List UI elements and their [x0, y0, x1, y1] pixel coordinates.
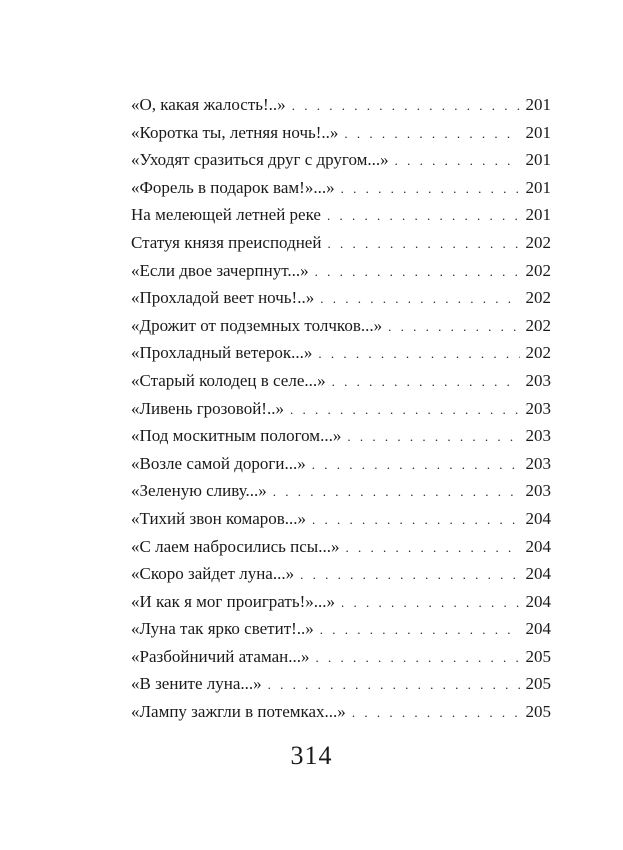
toc-entry — [131, 146, 551, 174]
toc-entry-title: «С лаем набросились псы...» — [131, 536, 340, 556]
toc-entry-page: 204 — [525, 564, 551, 584]
toc-entry-title: «И как я мог проиграть!»...» — [131, 591, 335, 611]
dot-leader — [341, 175, 520, 203]
toc-entry — [131, 91, 551, 119]
toc-entry-title: «Форель в подарок вам!»...» — [131, 177, 335, 197]
toc-entry-title: «Возле самой дороги...» — [131, 453, 306, 473]
dot-leader — [327, 230, 519, 258]
toc-entry-page: 205 — [525, 702, 551, 722]
toc-entry-title: «Если двое зачерпнут...» — [131, 260, 309, 280]
toc-entry-title: «Тихий звон комаров...» — [131, 508, 307, 528]
toc-entry — [131, 533, 551, 561]
page-number: 314 — [290, 741, 333, 770]
toc-entry-page: 201 — [525, 205, 551, 225]
toc-entry-page: 202 — [525, 232, 551, 252]
toc-entry — [131, 422, 551, 450]
toc-entry — [131, 119, 551, 147]
toc-entry-title: «Ливень грозовой!..» — [131, 398, 284, 418]
toc-entry-title: «Прохладой веет ночь!..» — [131, 288, 315, 308]
dot-leader — [347, 423, 519, 451]
dot-leader — [312, 506, 519, 534]
toc-entry-page: 204 — [525, 591, 551, 611]
toc-entry-page: 202 — [525, 343, 551, 363]
toc-entry — [131, 367, 551, 395]
toc-entry-page: 201 — [525, 122, 551, 142]
toc-entry-title: «Скоро зайдет луна...» — [131, 564, 295, 584]
toc-entry-title: «Зеленую сливу...» — [131, 481, 267, 501]
toc-entry — [131, 201, 551, 229]
toc-entry — [131, 615, 551, 643]
toc-entry-page: 205 — [525, 674, 551, 694]
dot-leader — [344, 120, 519, 148]
toc-entry — [131, 588, 551, 616]
toc-entry-page: 204 — [525, 536, 551, 556]
toc-entry-title: «Под москитным пологом...» — [131, 426, 342, 446]
toc-entry — [131, 450, 551, 478]
dot-leader — [312, 451, 520, 479]
toc-entry-page: 203 — [525, 481, 551, 501]
dot-leader — [320, 616, 520, 644]
dot-leader — [315, 258, 520, 286]
dot-leader — [395, 147, 520, 175]
dot-leader — [345, 534, 519, 562]
dot-leader — [327, 202, 520, 230]
toc-entry-title: «Разбойничий атаман...» — [131, 646, 310, 666]
dot-leader — [300, 561, 519, 589]
toc-entry-page: 204 — [525, 619, 551, 639]
toc-entry — [131, 477, 551, 505]
dot-leader — [320, 285, 519, 313]
toc-entry — [131, 284, 551, 312]
toc-entry — [131, 670, 551, 698]
dot-leader — [290, 396, 520, 424]
toc-entry — [131, 174, 551, 202]
toc-entry-title: «Коротка ты, летняя ночь!..» — [131, 122, 339, 142]
dot-leader — [352, 699, 520, 727]
toc-entry-page: 201 — [525, 150, 551, 170]
toc-entry-page: 203 — [525, 453, 551, 473]
toc-entry-title: Статуя князя преисподней — [131, 232, 322, 252]
dot-leader — [341, 589, 520, 617]
dot-leader — [315, 644, 519, 672]
toc-entry-page: 202 — [525, 315, 551, 335]
dot-leader — [292, 92, 520, 120]
toc-entry-page: 204 — [525, 508, 551, 528]
toc-entry-page: 203 — [525, 370, 551, 390]
toc-entry-page: 205 — [525, 646, 551, 666]
dot-leader — [318, 340, 519, 368]
dot-leader — [273, 478, 520, 506]
toc-entry-title: «Уходят сразиться друг с другом...» — [131, 150, 389, 170]
toc-entry-title: «Лампу зажгли в потемках...» — [131, 702, 346, 722]
toc-entry — [131, 560, 551, 588]
toc-entry — [131, 698, 551, 726]
dot-leader — [388, 313, 519, 341]
toc-entry — [131, 339, 551, 367]
toc-entry-title: «Дрожит от подземных толчков...» — [131, 315, 383, 335]
toc-entry-title: «Луна так ярко светит!..» — [131, 619, 314, 639]
toc-entry — [131, 395, 551, 423]
table-of-contents — [131, 91, 551, 726]
toc-entry — [131, 257, 551, 285]
toc-entry — [131, 643, 551, 671]
toc-entry — [131, 229, 551, 257]
dot-leader — [332, 368, 520, 396]
toc-entry — [131, 312, 551, 340]
toc-entry-title: «Прохладный ветерок...» — [131, 343, 313, 363]
toc-entry-title: «О, какая жалость!..» — [131, 95, 286, 114]
toc-entry-title: На мелеющей летней реке — [131, 205, 321, 225]
toc-entry-page: 202 — [525, 260, 551, 280]
toc-entry-page: 203 — [525, 426, 551, 446]
toc-entry-page: 201 — [525, 177, 551, 197]
toc-entry-page: 201 — [525, 95, 551, 114]
toc-entry-page: 202 — [525, 288, 551, 308]
toc-entry — [131, 505, 551, 533]
toc-entry-title: «Старый колодец в селе...» — [131, 370, 326, 390]
toc-entry-title: «В зените луна...» — [131, 674, 262, 694]
toc-entry-page: 203 — [525, 398, 551, 418]
dot-leader — [268, 671, 520, 699]
